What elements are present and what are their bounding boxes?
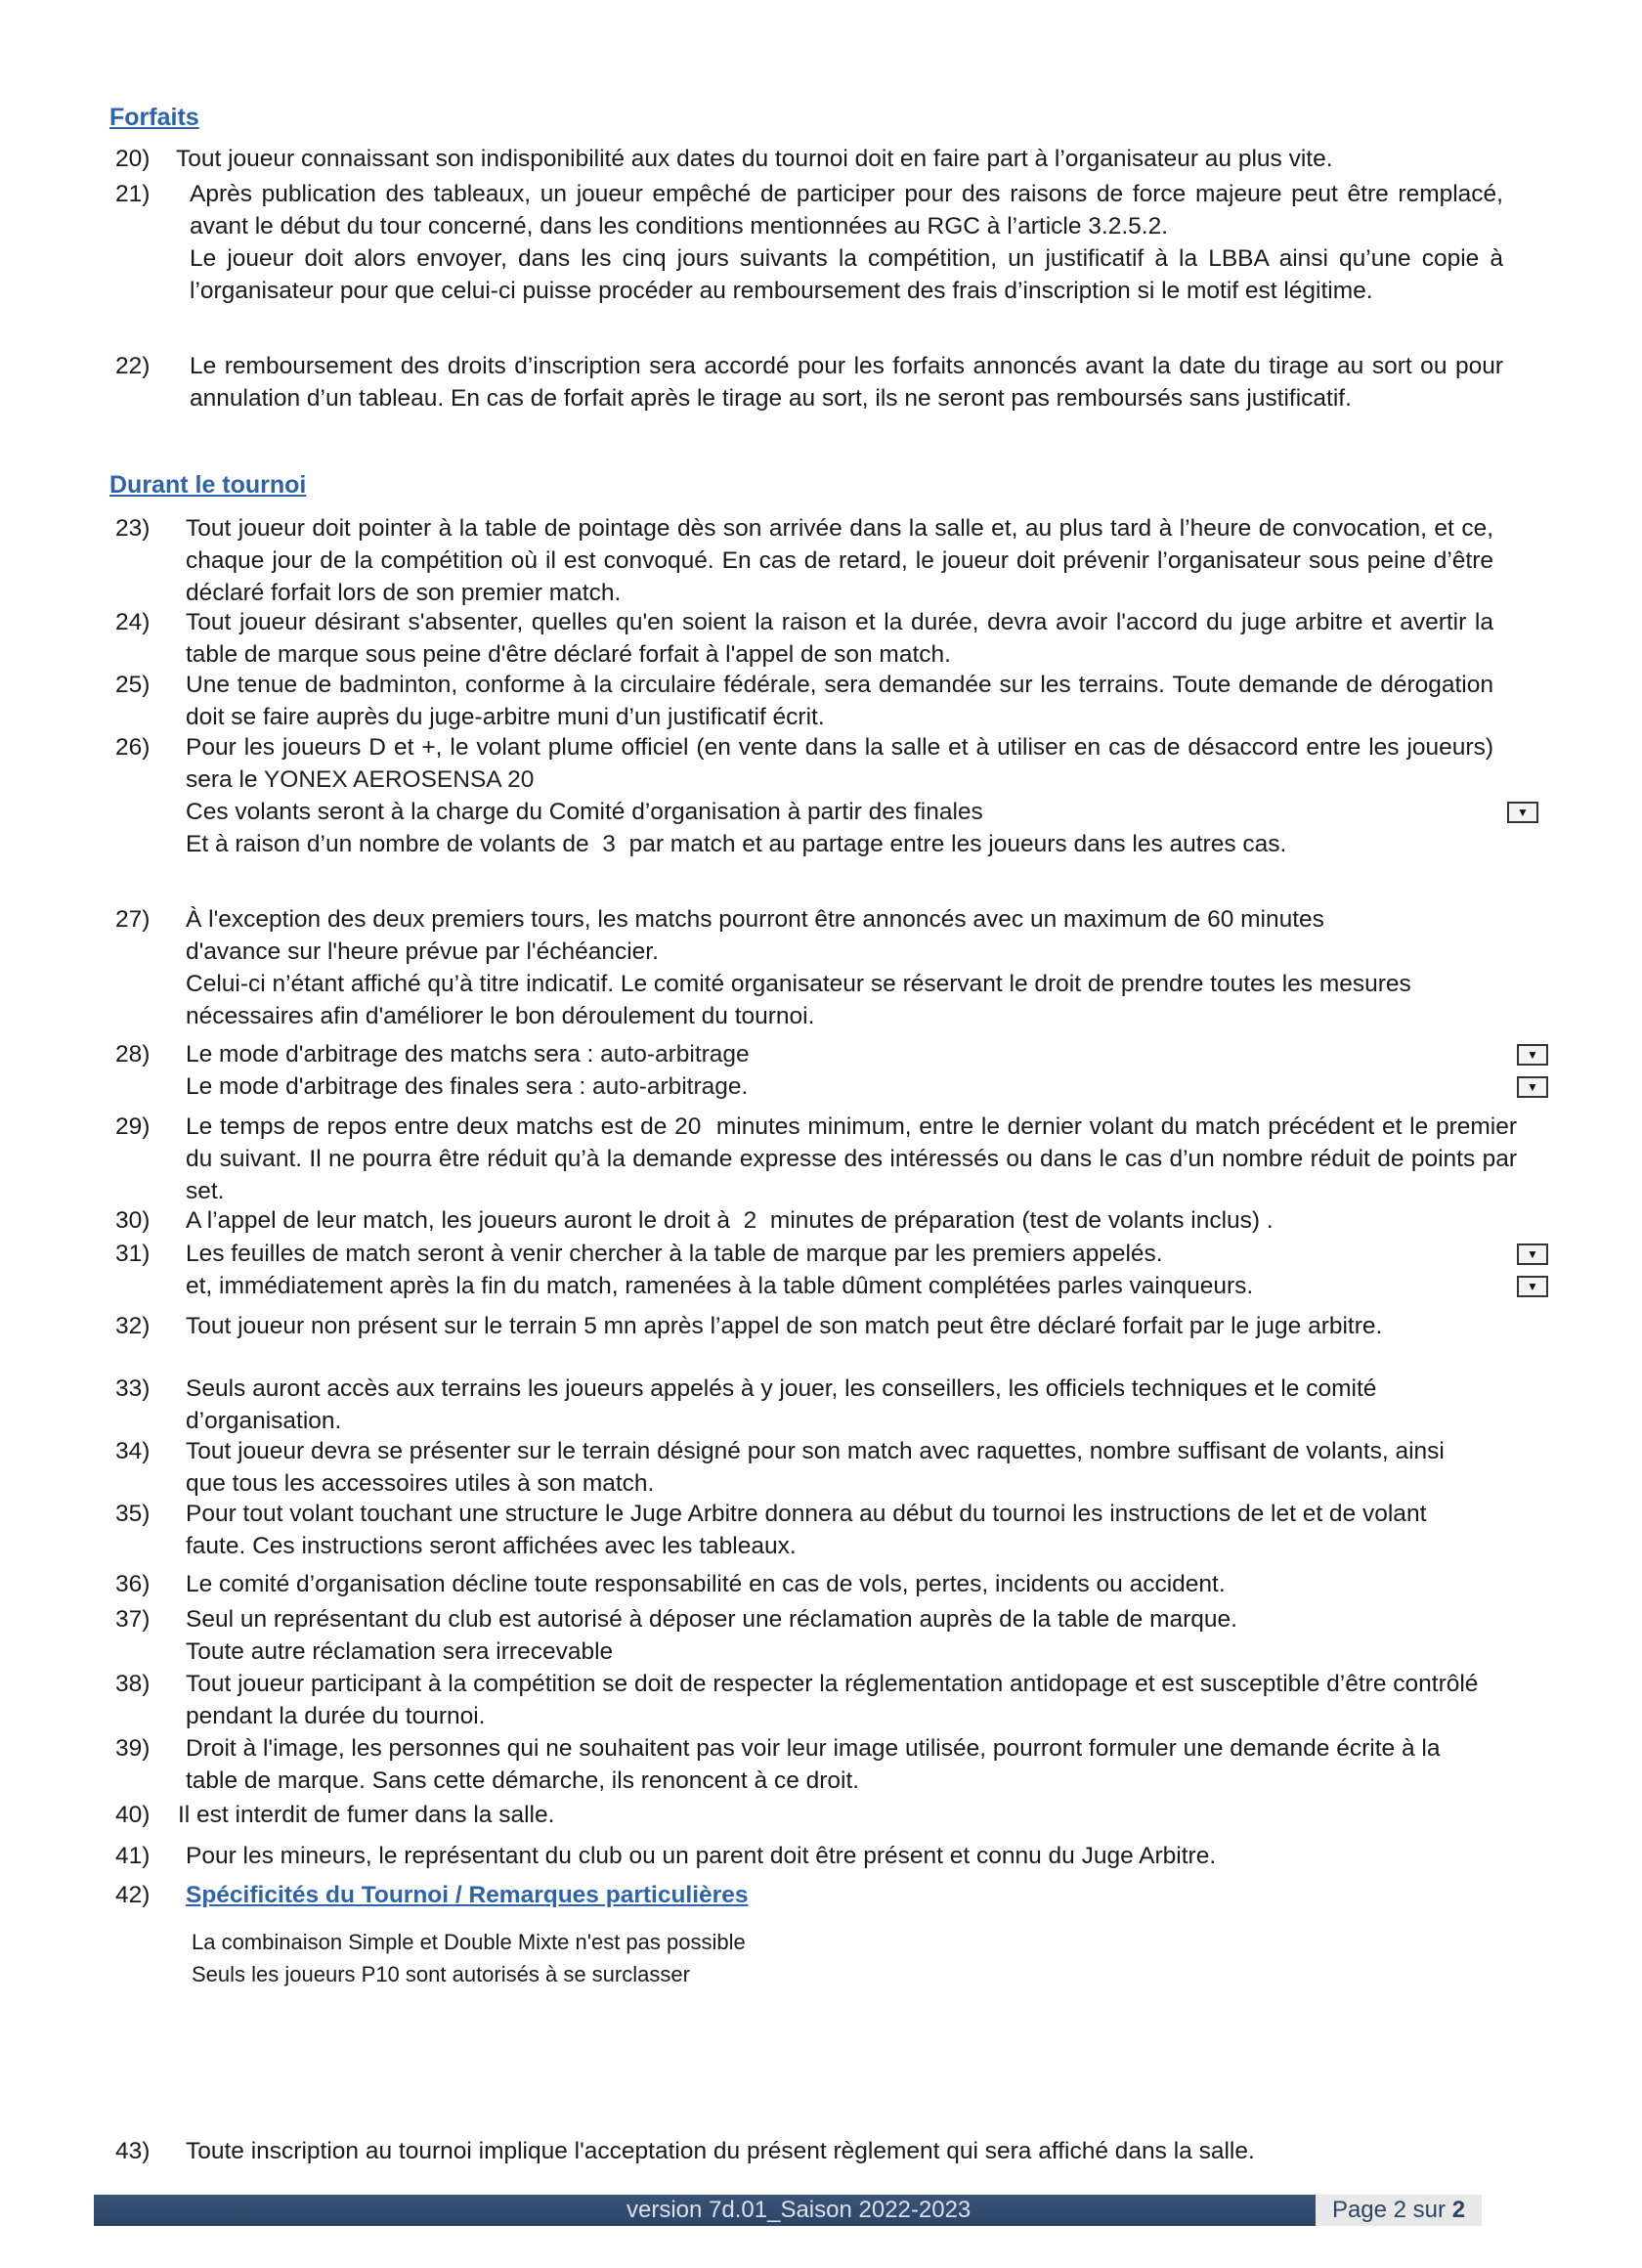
rule-text: Seul un représentant du club est autorisé à déposer une réclamation auprès de la table de marque. xyxy=(186,1606,1237,1633)
rule-42 xyxy=(115,1879,1503,1911)
rule-text: Le joueur doit alors envoyer, dans les cinq jours suivants la compétition, un justificatif à la LBBA ainsi qu’une copie à l’organisateur pour que celui-ci puisse procéder au remboursement des frais d’inscription si le motif est légitime. xyxy=(190,245,1503,304)
rule-text: Droit à l'image, les personnes qui ne souhaitent pas voir leur image utilisée, pourront formuler une demande écrite à la table de marque. Sans cette démarche, ils renoncent à ce droit. xyxy=(186,1735,1441,1794)
rule-40 xyxy=(115,1799,1503,1831)
score-sheet-pickup-dropdown-button[interactable] xyxy=(1517,1243,1548,1265)
rule-text: Seuls auront accès aux terrains les joueurs appelés à y jouer, les conseillers, les officiels techniques et le comité d’organisation. xyxy=(186,1375,1377,1434)
rule-number: 26) xyxy=(115,734,151,761)
rule-33 xyxy=(115,1373,1503,1437)
rule-37 xyxy=(115,1603,1503,1668)
rule-number: 27) xyxy=(115,906,151,933)
rule-21 xyxy=(115,178,1503,307)
rule-text: et, immédiatement après la fin du match, ramenées à la table dûment complétées parles vainqueurs. xyxy=(186,1273,1254,1299)
dropdown-arrow-icon: ▼ xyxy=(1527,1279,1538,1293)
rule-text: Il est interdit de fumer dans la salle. xyxy=(178,1802,555,1828)
dropdown-arrow-icon: ▼ xyxy=(1527,1079,1538,1094)
rule-text: Tout joueur doit pointer à la table de pointage dès son arrivée dans la salle et, au plus tard à l’heure de convocation, et ce, chaque jour de la compétition où il est convoqué. En cas de retard, le joueur doit prévenir l’organisateur sous peine d’être déclaré forfait lors de son premier match. xyxy=(186,515,1493,606)
rule-number: 30) xyxy=(115,1207,151,1234)
shuttle-count-field[interactable]: 3 xyxy=(602,831,616,857)
rule-text: A l’appel de leur match, les joueurs auront le droit à xyxy=(186,1207,731,1234)
rule-number: 37) xyxy=(115,1606,151,1633)
matches-arbitration-dropdown-button[interactable] xyxy=(1517,1044,1548,1066)
rule-text: Pour les mineurs, le représentant du club ou un parent doit être présent et connu du Juge Arbitre. xyxy=(186,1843,1217,1869)
section-title-forfaits: Forfaits xyxy=(109,104,199,131)
rule-number: 38) xyxy=(115,1671,151,1697)
rule-text: Toute inscription au tournoi implique l'acceptation du présent règlement qui sera affiché dans la salle. xyxy=(186,2138,1255,2164)
score-sheet-return-dropdown-button[interactable] xyxy=(1517,1276,1548,1297)
rule-text: Tout joueur désirant s'absenter, quelles qu'en soient la raison et la durée, devra avoir l'accord du juge arbitre et avertir la table de marque sous peine d'être déclaré forfait à l'appel de son match. xyxy=(186,609,1493,668)
rule-34 xyxy=(115,1435,1503,1500)
matches-arbitration-mode-value: auto-arbitrage xyxy=(600,1041,750,1068)
rule-text: Pour tout volant touchant une structure le Juge Arbitre donnera au début du tournoi les instructions de let et de volant faute. Ces instructions seront affichées avec les tableaux. xyxy=(186,1501,1427,1559)
rule-number: 34) xyxy=(115,1438,151,1464)
rule-text: Tout joueur participant à la compétition se doit de respecter la réglementation antidopage et est susceptible d’être contrôlé pendant la durée du tournoi. xyxy=(186,1671,1479,1729)
rule-text: Après publication des tableaux, un joueur empêché de participer pour des raisons de force majeure peut être remplacé, avant le début du tour concerné, dans les conditions mentionnées au RGC à l’article 3.2.5.2. xyxy=(190,181,1503,240)
page-number xyxy=(1316,2195,1482,2226)
rule-43 xyxy=(115,2135,1503,2167)
rule-number: 36) xyxy=(115,1571,151,1597)
rule-number: 43) xyxy=(115,2138,151,2164)
rule-text: Tout joueur non présent sur le terrain 5 mn après l’appel de son match peut être déclaré forfait par le juge arbitre. xyxy=(186,1313,1383,1339)
rule-41 xyxy=(115,1840,1503,1872)
rule-number: 31) xyxy=(115,1241,151,1267)
rule-24 xyxy=(115,606,1503,671)
rule-text: minutes de préparation (test de volants inclus) . xyxy=(769,1207,1274,1234)
rule-31 xyxy=(115,1238,1538,1302)
rule-32 xyxy=(115,1310,1503,1342)
rest-minutes-field[interactable]: 20 xyxy=(674,1113,702,1140)
shuttle-charge-from-value: finales xyxy=(913,799,983,825)
rule-25 xyxy=(115,669,1503,733)
rule-26 xyxy=(115,731,1529,860)
rule-38 xyxy=(115,1668,1503,1732)
rule-text: Le remboursement des droits d’inscription sera accordé pour les forfaits annoncés avant la date du tirage au sort ou pour annulation d’un tableau. En cas de forfait après le tirage au sort, ils ne seront pas remboursés sans justificatif. xyxy=(190,353,1503,412)
rule-35 xyxy=(115,1498,1503,1562)
rule-text: Et à raison d’un nombre de volants de xyxy=(186,831,589,857)
shuttle-charge-dropdown-button[interactable] xyxy=(1507,802,1538,823)
rule-22 xyxy=(115,350,1503,414)
rule-number: 32) xyxy=(115,1313,151,1339)
rule-number: 22) xyxy=(115,353,151,379)
page-prefix: Page 2 sur xyxy=(1331,2197,1447,2223)
rule-text: Le mode d'arbitrage des matchs sera : xyxy=(186,1041,594,1068)
version-label: version 7d.01_Saison 2022-2023 xyxy=(627,2197,972,2223)
page-footer xyxy=(94,2195,1482,2226)
rule-text: Le mode d'arbitrage des finales sera : xyxy=(186,1073,586,1100)
rule-text: minutes minimum, entre le dernier volant du match précédent et le premier du suivant. Il ne pourra être réduit qu’à la demande expresse des intéressés ou dans le cas d’un nombre réduit de points par set. xyxy=(186,1113,1518,1204)
specifics-title: Spécificités du Tournoi / Remarques particulières xyxy=(186,1882,749,1908)
rule-number: 24) xyxy=(115,609,151,635)
rule-text: À l'exception des deux premiers tours, les matchs pourront être annoncés avec un maximum de 60 minutes d'avance sur l'heure prévue par l'échéancier. xyxy=(186,906,1324,965)
rule-number: 40) xyxy=(115,1802,151,1828)
dropdown-arrow-icon: ▼ xyxy=(1527,1047,1538,1062)
rule-27 xyxy=(115,903,1503,1032)
rule-text: Pour les joueurs D et +, le volant plume officiel (en vente dans la salle et à utiliser en cas de désaccord entre les joueurs) sera le xyxy=(186,734,1493,793)
rule-number: 28) xyxy=(115,1041,151,1068)
shuttle-model-field: YONEX AEROSENSA 20 xyxy=(263,766,535,793)
preparation-minutes-field[interactable]: 2 xyxy=(743,1207,757,1234)
rule-text: Le comité d’organisation décline toute responsabilité en cas de vols, pertes, incidents ou accident. xyxy=(186,1571,1226,1597)
rule-number: 21) xyxy=(115,181,151,207)
rule-text: Les feuilles de match seront à venir chercher à la table de marque par les premiers appelés. xyxy=(186,1241,1163,1267)
rule-text: Toute autre réclamation sera irrecevable xyxy=(186,1638,614,1665)
rule-text: Tout joueur connaissant son indisponibilité aux dates du tournoi doit en faire part à l’organisateur au plus vite. xyxy=(176,146,1333,172)
dropdown-arrow-icon: ▼ xyxy=(1527,1246,1538,1261)
page-total: 2 xyxy=(1451,2197,1466,2223)
rule-number: 29) xyxy=(115,1113,151,1140)
rule-number: 25) xyxy=(115,672,151,698)
tournament-specifics-box xyxy=(192,1926,746,1990)
rule-text: par match et au partage entre les joueurs dans les autres cas. xyxy=(628,831,1287,857)
rule-number: 42) xyxy=(115,1882,151,1908)
rule-text: Tout joueur devra se présenter sur le terrain désigné pour son match avec raquettes, nombre suffisant de volants, ainsi que tous les accessoires utiles à son match. xyxy=(186,1438,1445,1497)
finals-arbitration-mode-value: auto-arbitrage. xyxy=(591,1073,749,1100)
rule-text: Celui-ci n’étant affiché qu’à titre indicatif. Le comité organisateur se réservant le droit de prendre toutes les mesures nécessaires afin d'améliorer le bon déroulement du tournoi. xyxy=(186,971,1411,1029)
rule-number: 23) xyxy=(115,515,151,542)
rule-39 xyxy=(115,1732,1503,1797)
rule-number: 41) xyxy=(115,1843,151,1869)
rule-number: 39) xyxy=(115,1735,151,1762)
rule-36 xyxy=(115,1568,1503,1600)
section-title-durant-le-tournoi: Durant le tournoi xyxy=(109,471,307,499)
dropdown-arrow-icon: ▼ xyxy=(1517,805,1529,819)
specifics-line: La combinaison Simple et Double Mixte n'est pas possible xyxy=(192,1930,746,1954)
rule-number: 20) xyxy=(115,146,151,172)
rule-20 xyxy=(115,143,1503,175)
rule-28 xyxy=(115,1038,1538,1103)
rule-29 xyxy=(115,1111,1518,1207)
rule-number: 35) xyxy=(115,1501,151,1527)
rule-number: 33) xyxy=(115,1375,151,1402)
specifics-line: Seuls les joueurs P10 sont autorisés à se surclasser xyxy=(192,1962,690,1986)
rule-30 xyxy=(115,1204,1503,1237)
rule-text: Le temps de repos entre deux matchs est de xyxy=(186,1113,668,1140)
rule-23 xyxy=(115,512,1503,609)
finals-arbitration-dropdown-button[interactable] xyxy=(1517,1076,1548,1098)
rule-text: Une tenue de badminton, conforme à la circulaire fédérale, sera demandée sur les terrains. Toute demande de dérogation doit se faire auprès du juge-arbitre muni d’un justificatif écrit. xyxy=(186,672,1493,730)
rule-text: Ces volants seront à la charge du Comité d’organisation à partir des xyxy=(186,799,908,825)
